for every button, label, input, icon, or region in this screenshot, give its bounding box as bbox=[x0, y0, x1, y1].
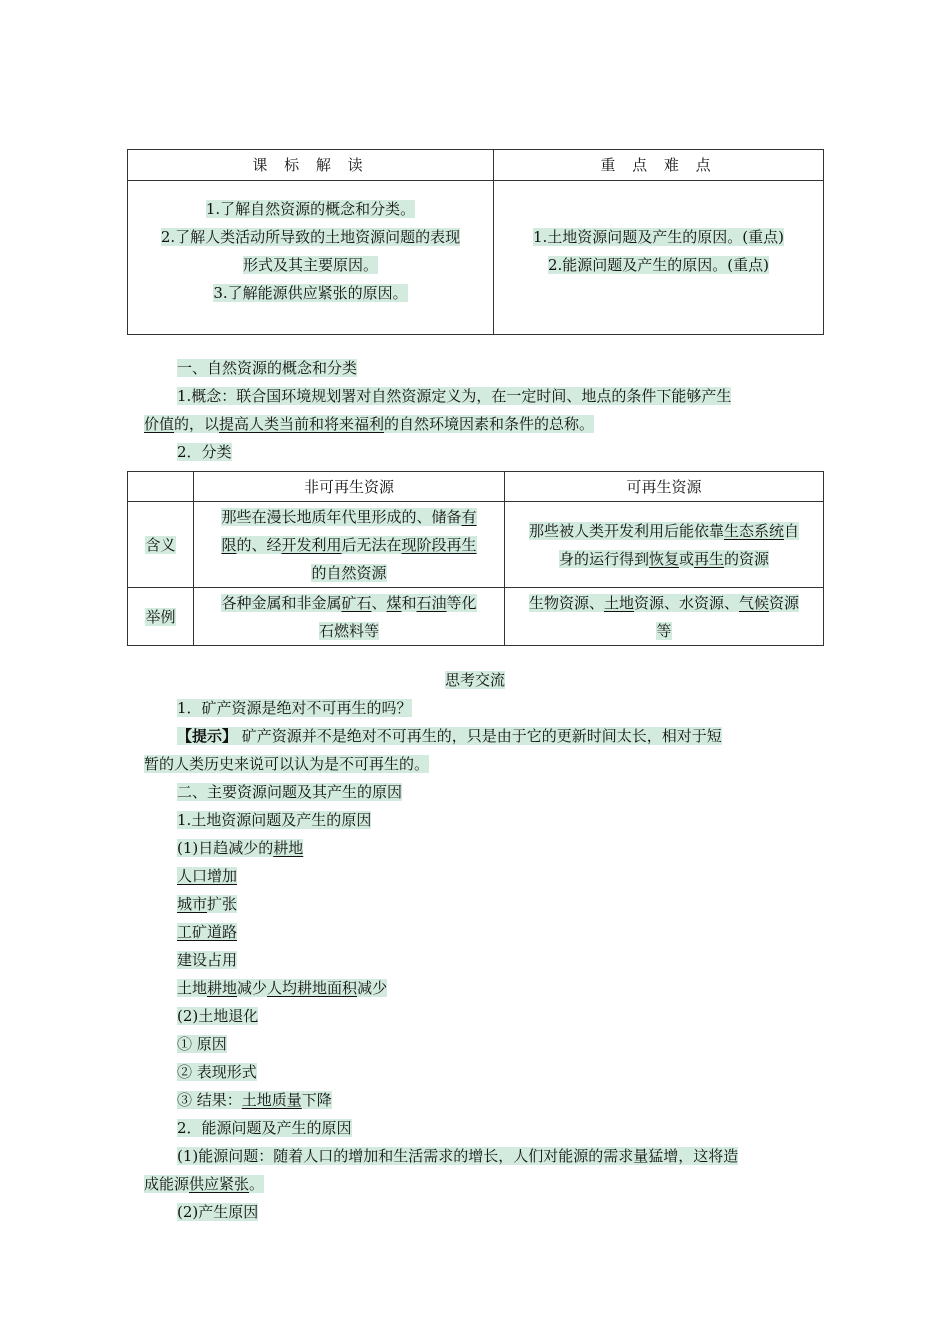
section-1-title: 一、自然资源的概念和分类 bbox=[177, 359, 358, 377]
objectives-cell bbox=[128, 181, 494, 335]
key-point-item: 1.土地资源问题及产生的原因。(重点) bbox=[532, 227, 785, 246]
energy-title: 2．能源问题及产生的原因 bbox=[177, 1119, 352, 1137]
think-discuss-title: 思考交流 bbox=[444, 671, 505, 689]
concept-line-2: 价值的，以提高人类当前和将来福利的自然环境因素和条件的总称。 bbox=[144, 415, 595, 433]
objectives-header: 课 标 解 读 bbox=[128, 150, 494, 181]
hint-line-2: 暂的人类历史来说可以认为是不可再生的。 bbox=[144, 755, 430, 773]
objectives-table bbox=[127, 149, 824, 335]
degradation-causes: ① 原因 bbox=[177, 1035, 227, 1053]
empty-header-cell bbox=[128, 472, 194, 502]
concept-line-1: 1.概念：联合国环境规划署对自然资源定义为，在一定时间、地点的条件下能够产生 bbox=[177, 387, 732, 405]
question-1: 1．矿产资源是绝对不可再生的吗？ bbox=[177, 699, 412, 717]
definition-label: 含义 bbox=[128, 502, 194, 588]
cause-population: 人口增加 bbox=[177, 867, 238, 885]
land-degradation-heading: (2)土地退化 bbox=[177, 1007, 259, 1025]
section-2-title: 二、主要资源问题及其产生的原因 bbox=[177, 783, 403, 801]
degradation-result: ③ 结果：土地质量下降 bbox=[177, 1091, 332, 1109]
land-title: 1.土地资源问题及产生的原因 bbox=[177, 811, 372, 829]
renewable-examples: 生物资源、土地资源、水资源、气候资源 等 bbox=[505, 588, 824, 646]
key-points-header: 重 点 难 点 bbox=[494, 150, 824, 181]
energy-problem-line-1: (1)能源问题：随着人口的增加和生活需求的增长，人们对能源的需求量猛增，这将造 bbox=[177, 1147, 739, 1165]
energy-causes-heading: (2)产生原因 bbox=[177, 1203, 259, 1221]
hint-line-1: 【提示】 矿产资源并不是绝对不可再生的，只是由于它的更新时间太长，相对于短 bbox=[177, 727, 722, 745]
nonrenewable-definition: 那些在漫长地质年代里形成的、储备有 限的、经开发利用后无法在现阶段再生 的自然资源 bbox=[194, 502, 505, 588]
cause-roads: 工矿道路 bbox=[177, 923, 238, 941]
example-label: 举例 bbox=[128, 588, 194, 646]
cause-construction: 建设占用 bbox=[177, 951, 238, 969]
renewable-header: 可再生资源 bbox=[505, 472, 824, 502]
hint-label: 【提示】 bbox=[177, 727, 238, 745]
farmland-result: 土地耕地减少人均耕地面积减少 bbox=[177, 979, 388, 997]
energy-problem-line-2: 成能源供应紧张。 bbox=[144, 1175, 265, 1193]
objective-item: 1.了解自然资源的概念和分类。 bbox=[205, 199, 416, 218]
cause-urban: 城市扩张 bbox=[177, 895, 238, 913]
nonrenewable-header: 非可再生资源 bbox=[194, 472, 505, 502]
degradation-forms: ② 表现形式 bbox=[177, 1063, 257, 1081]
farmland-heading: (1)日趋减少的耕地 bbox=[177, 839, 304, 857]
nonrenewable-examples: 各种金属和非金属矿石、煤和石油等化 石燃料等 bbox=[194, 588, 505, 646]
key-points-cell bbox=[494, 181, 824, 335]
resource-classification-table bbox=[127, 471, 824, 646]
key-point-item: 2.能源问题及产生的原因。(重点) bbox=[547, 255, 770, 274]
renewable-definition: 那些被人类开发利用后能依靠生态系统自 身的运行得到恢复或再生的资源 bbox=[505, 502, 824, 588]
classification-title: 2．分类 bbox=[177, 443, 232, 461]
objective-item: 3.了解能源供应紧张的原因。 bbox=[213, 283, 408, 302]
objective-item: 2.了解人类活动所导致的土地资源问题的表现 bbox=[160, 227, 461, 246]
objective-item: 形式及其主要原因。 bbox=[242, 255, 378, 274]
